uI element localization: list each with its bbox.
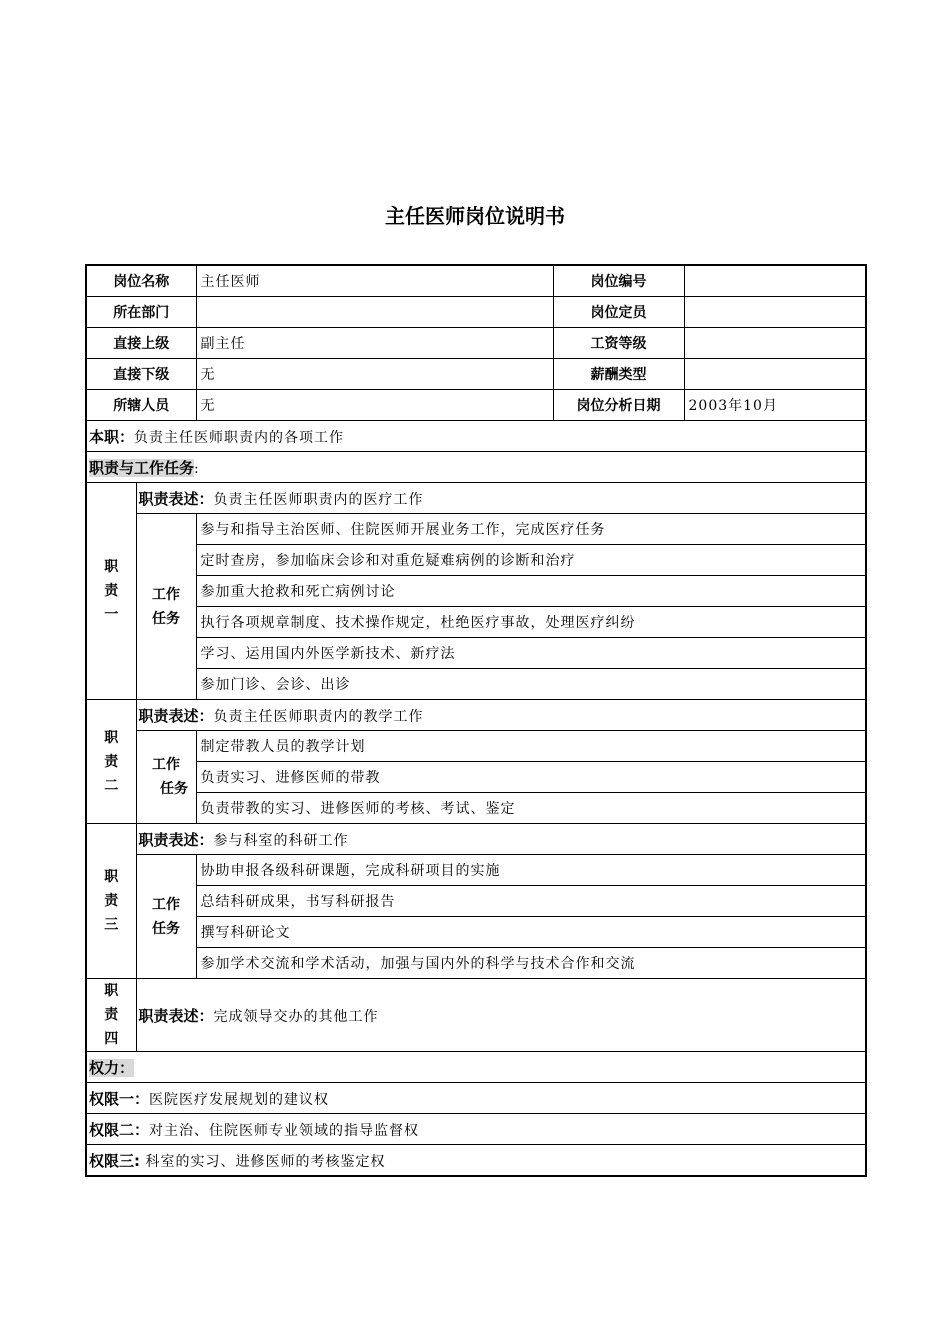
duty-1-statement-row <box>86 483 866 514</box>
duty-1-task-3: 参加重大抢救和死亡病例讨论 <box>196 576 866 607</box>
authority-item-row <box>86 1083 866 1114</box>
duty-1-task-label: 工作 任务 <box>136 514 196 700</box>
supervisor-value: 副主任 <box>196 328 553 359</box>
authority-2-label: 权限二： <box>89 1120 150 1139</box>
duty-3-label: 职 责 三 <box>86 824 136 979</box>
authority-heading-row <box>86 1052 866 1083</box>
info-row-subordinate <box>86 359 866 390</box>
department-label: 所在部门 <box>86 297 196 328</box>
duty-3-statement-row <box>86 824 866 855</box>
pay-type-label: 薪酬类型 <box>553 359 684 390</box>
duty-1-statement: 负责主任医师职责内的医疗工作 <box>213 491 424 508</box>
authority-3-label: 权限三: <box>89 1151 140 1170</box>
duty-2-task-label: 工作 任务 <box>136 731 196 824</box>
duty-3-task-row <box>86 917 866 948</box>
info-row-department <box>86 297 866 328</box>
duties-heading: 职责与工作任务 <box>89 458 195 477</box>
info-row-supervisor <box>86 328 866 359</box>
duty-2-statement-label: 职责表述： <box>138 706 214 725</box>
duty-2-task-1: 制定带教人员的教学计划 <box>196 731 866 762</box>
duty-2-task-3: 负责带教的实习、进修医师的考核、考试、鉴定 <box>196 793 866 824</box>
authority-1-label: 权限一： <box>89 1089 150 1108</box>
duty-1-task-row <box>86 545 866 576</box>
duty-2-task-row <box>86 731 866 762</box>
staff-label: 所辖人员 <box>86 390 196 421</box>
duty-3-task-1: 协助申报各级科研课题，完成科研项目的实施 <box>196 855 866 886</box>
subordinate-label: 直接下级 <box>86 359 196 390</box>
duty-1-task-row <box>86 607 866 638</box>
duty-3-task-row <box>86 886 866 917</box>
duty-1-task-2: 定时查房，参加临床会诊和对重危疑难病例的诊断和治疗 <box>196 545 866 576</box>
duty-2-task-row <box>86 762 866 793</box>
salary-grade-value <box>684 328 866 359</box>
authority-item-row <box>86 1114 866 1145</box>
duties-heading-row <box>86 452 866 483</box>
analysis-date-value: 2003年10月 <box>684 390 866 421</box>
duty-4-statement-label: 职责表述： <box>138 1006 214 1025</box>
duty-1-task-row <box>86 576 866 607</box>
duty-1-label: 职 责 一 <box>86 483 136 700</box>
duty-3-task-4: 参加学术交流和学术活动，加强与国内外的科学与技术合作和交流 <box>196 948 866 979</box>
department-value <box>196 297 553 328</box>
subordinate-value: 无 <box>196 359 553 390</box>
duty-2-task-2: 负责实习、进修医师的带教 <box>196 762 866 793</box>
duty-3-statement-label: 职责表述： <box>138 830 214 849</box>
analysis-date-label: 岗位分析日期 <box>553 390 684 421</box>
duty-1-task-row <box>86 514 866 545</box>
duty-3-task-label: 工作 任务 <box>136 855 196 979</box>
duty-4-row <box>86 979 866 1052</box>
duties-heading-suffix: : <box>194 460 200 477</box>
position-name-label: 岗位名称 <box>86 265 196 297</box>
salary-grade-label: 工资等级 <box>553 328 684 359</box>
authority-item-row <box>86 1145 866 1177</box>
authority-heading: 权力： <box>89 1058 135 1077</box>
position-code-label: 岗位编号 <box>553 265 684 297</box>
duty-1-statement-label: 职责表述： <box>138 489 214 508</box>
duty-3-task-3: 撰写科研论文 <box>196 917 866 948</box>
job-description-table <box>85 264 867 1177</box>
authority-1-text: 医院医疗发展规划的建议权 <box>149 1091 330 1108</box>
duty-summary-text: 负责主任医师职责内的各项工作 <box>134 429 345 446</box>
duty-2-statement: 负责主任医师职责内的教学工作 <box>213 708 424 725</box>
supervisor-label: 直接上级 <box>86 328 196 359</box>
duty-4-label: 职 责 四 <box>86 979 136 1052</box>
duty-3-task-2: 总结科研成果，书写科研报告 <box>196 886 866 917</box>
duty-3-statement: 参与科室的科研工作 <box>213 832 349 849</box>
position-code-value <box>684 265 866 297</box>
authority-3-text: 科室的实习、进修医师的考核鉴定权 <box>140 1153 386 1170</box>
staff-value: 无 <box>196 390 553 421</box>
duty-2-task-row <box>86 793 866 824</box>
duty-2-statement-row <box>86 700 866 731</box>
duty-3-task-row <box>86 948 866 979</box>
duty-summary-label: 本职： <box>89 427 135 446</box>
duty-4-statement: 完成领导交办的其他工作 <box>213 1008 379 1025</box>
headcount-label: 岗位定员 <box>553 297 684 328</box>
duty-3-task-row <box>86 855 866 886</box>
duty-1-task-row <box>86 669 866 700</box>
duty-1-task-5: 学习、运用国内外医学新技术、新疗法 <box>196 638 866 669</box>
page-title: 主任医师岗位说明书 <box>385 204 565 228</box>
duty-1-task-6: 参加门诊、会诊、出诊 <box>196 669 866 700</box>
headcount-value <box>684 297 866 328</box>
pay-type-value <box>684 359 866 390</box>
info-row-position <box>86 265 866 297</box>
duty-1-task-4: 执行各项规章制度、技术操作规定，杜绝医疗事故，处理医疗纠纷 <box>196 607 866 638</box>
info-row-staff <box>86 390 866 421</box>
position-name-value: 主任医师 <box>196 265 553 297</box>
duty-2-label: 职 责 二 <box>86 700 136 824</box>
duty-summary-row <box>86 421 866 452</box>
duty-1-task-1: 参与和指导主治医师、住院医师开展业务工作，完成医疗任务 <box>196 514 866 545</box>
duty-1-task-row <box>86 638 866 669</box>
authority-2-text: 对主治、住院医师专业领域的指导监督权 <box>149 1122 420 1139</box>
